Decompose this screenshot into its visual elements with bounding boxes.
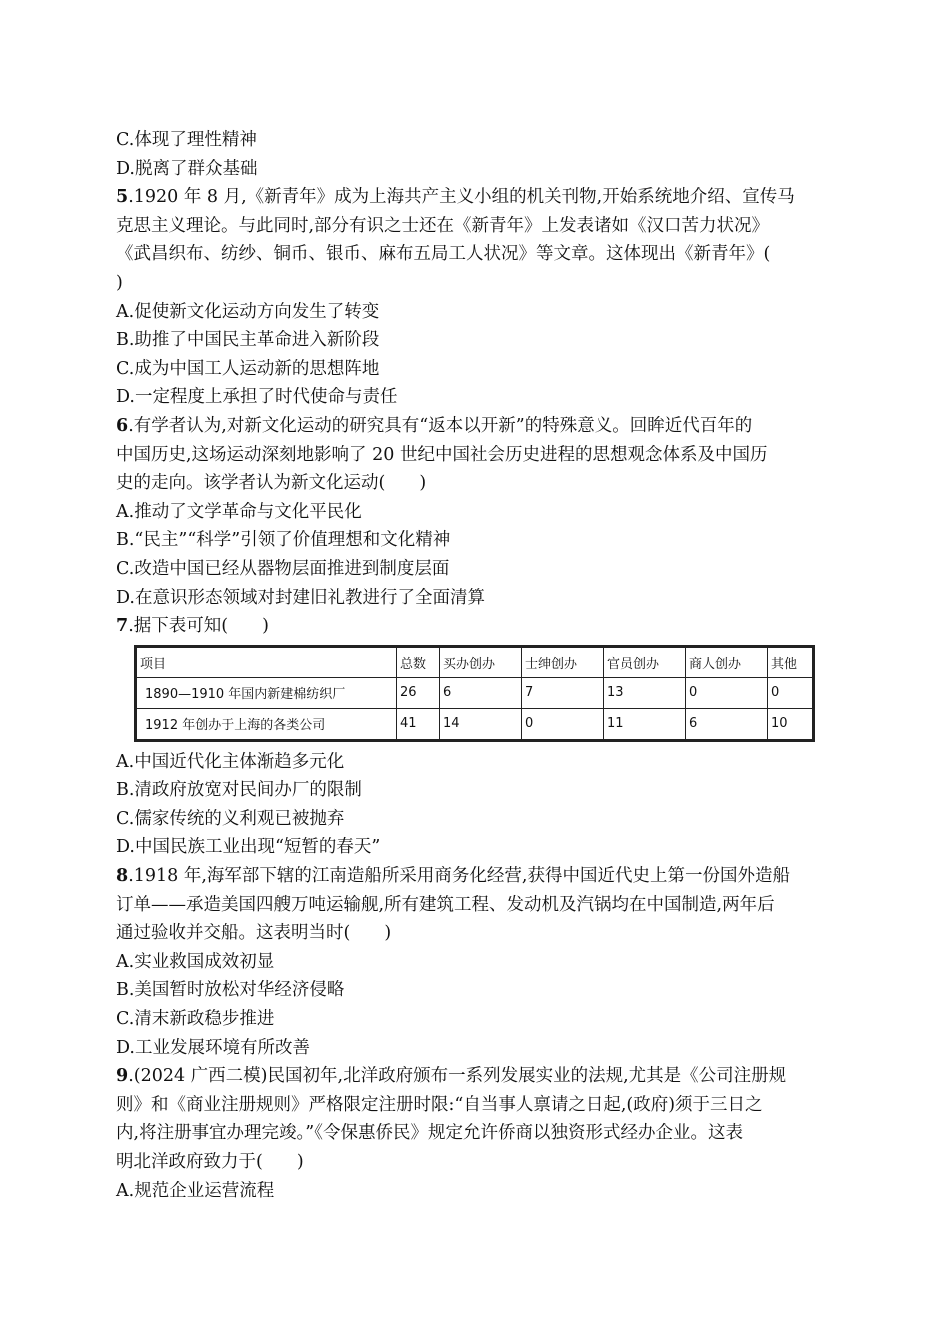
question-stem-line: 则》和《商业注册规则》严格限定注册时限:“自当事人禀请之日起,(政府)须于三日之 (116, 1094, 763, 1115)
option-a: A.规范企业运营流程 (116, 1180, 275, 1201)
question-stem-line: .(2024 广西二模)民国初年,北洋政府颁布一系列发展实业的法规,尤其是《公司注册规 (128, 1066, 787, 1087)
option-a: A.推动了文学革命与文化平民化 (116, 501, 362, 522)
question-stem-line: .1920 年 8 月,《新青年》成为上海共产主义小组的机关刊物,开始系统地介绍、宣传马 (128, 187, 795, 208)
table-cell: 41 (397, 708, 440, 740)
question-stem-line: 通过验收并交船。这表明当时( (116, 923, 351, 944)
option-a: A.实业救国成效初显 (116, 951, 275, 972)
table-cell: 1912 年创办于上海的各类公司 (136, 708, 397, 740)
table-cell: 26 (397, 677, 440, 708)
question-stem-line: 克思主义理论。与此同时,部分有识之士还在《新青年》上发表诸如《汉口苦力状况》 (116, 215, 770, 236)
table-cell: 6 (686, 708, 768, 740)
option-c: C.儒家传统的义利观已被抛弃 (116, 808, 345, 829)
column-header: 官员创办 (604, 646, 686, 677)
table-cell: 14 (440, 708, 522, 740)
table-header-row (136, 646, 814, 677)
option-c: C.成为中国工人运动新的思想阵地 (116, 358, 380, 379)
table-cell: 7 (522, 677, 604, 708)
question-stem-line: 中国历史,这场运动深刻地影响了 20 世纪中国社会历史进程的思想观念体系及中国历 (116, 444, 768, 465)
option-d: D.工业发展环境有所改善 (116, 1037, 310, 1058)
table-cell: 1890—1910 年国内新建棉纺织厂 (136, 677, 397, 708)
table-cell: 6 (440, 677, 522, 708)
option-b: B.“民主”“科学”引领了价值理想和文化精神 (116, 530, 451, 551)
paren-close: ) (384, 923, 392, 944)
option-c: C.清末新政稳步推进 (116, 1009, 275, 1030)
option-c: C.改造中国已经从器物层面推进到制度层面 (116, 558, 450, 579)
question-stem-line: .有学者认为,对新文化运动的研究具有“返本以开新”的特殊意义。回眸近代百年的 (128, 415, 753, 436)
table-cell: 10 (768, 708, 814, 740)
paren-close: ) (296, 1152, 304, 1172)
option-d: D.在意识形态领域对封建旧礼教进行了全面清算 (116, 587, 485, 608)
column-header: 买办创办 (440, 646, 522, 677)
question-number: 9 (116, 1066, 129, 1087)
column-header: 商人创办 (686, 646, 768, 677)
question-6 (116, 412, 836, 612)
table-row (136, 677, 814, 708)
option-b: B.美国暂时放松对华经济侵略 (116, 980, 345, 1001)
question-number: 7 (116, 616, 129, 637)
option-b: B.清政府放宽对民间办厂的限制 (116, 780, 362, 801)
question-8 (116, 862, 836, 1062)
column-header: 其他 (768, 646, 814, 677)
data-table (134, 645, 815, 742)
question-5 (116, 183, 836, 412)
question-stem-line: 明北洋政府致力于( (116, 1152, 263, 1172)
table-row (136, 708, 814, 740)
exam-page (116, 126, 836, 1205)
q4-option-c: C.体现了理性精神 (116, 130, 257, 150)
question-7 (116, 612, 836, 862)
question-stem-line: 内,将注册事宜办理完竣。”《令保惠侨民》规定允许侨商以独资形式经办企业。这表 (116, 1123, 744, 1144)
q4-option-d: D.脱离了群众基础 (116, 158, 258, 179)
question-number: 6 (116, 415, 129, 436)
question-stem-line: 史的走向。该学者认为新文化运动( (116, 473, 386, 494)
option-a: A.促使新文化运动方向发生了转变 (116, 301, 380, 322)
question-stem-line: 《武昌织布、纺纱、铜币、银币、麻布五局工人状况》等文章。这体现出《新青年》( (116, 244, 771, 265)
paren-close: ) (419, 473, 427, 494)
question-stem: .据下表可知( (128, 616, 229, 637)
question-number: 8 (116, 866, 129, 887)
option-d: D.一定程度上承担了时代使命与责任 (116, 387, 398, 408)
option-d: D.中国民族工业出现“短暂的春天” (116, 837, 381, 858)
option-a: A.中国近代化主体渐趋多元化 (116, 751, 345, 772)
question-stem-line: ) (116, 272, 123, 293)
question-number: 5 (116, 187, 129, 208)
table-cell: 0 (768, 677, 814, 708)
question-stem-line: .1918 年,海军部下辖的江南造船所采用商务化经营,获得中国近代史上第一份国外造船 (128, 866, 790, 887)
column-header: 总数 (397, 646, 440, 677)
table-cell: 11 (604, 708, 686, 740)
table-cell: 0 (686, 677, 768, 708)
table-cell: 0 (522, 708, 604, 740)
question-stem-line: 订单——承造美国四艘万吨运输舰,所有建筑工程、发动机及汽锅均在中国制造,两年后 (116, 894, 775, 915)
column-header: 士绅创办 (522, 646, 604, 677)
column-header: 项目 (136, 646, 397, 677)
table-cell: 13 (604, 677, 686, 708)
option-b: B.助推了中国民主革命进入新阶段 (116, 330, 380, 351)
paren-close: ) (262, 616, 269, 637)
question-9 (116, 1062, 836, 1205)
